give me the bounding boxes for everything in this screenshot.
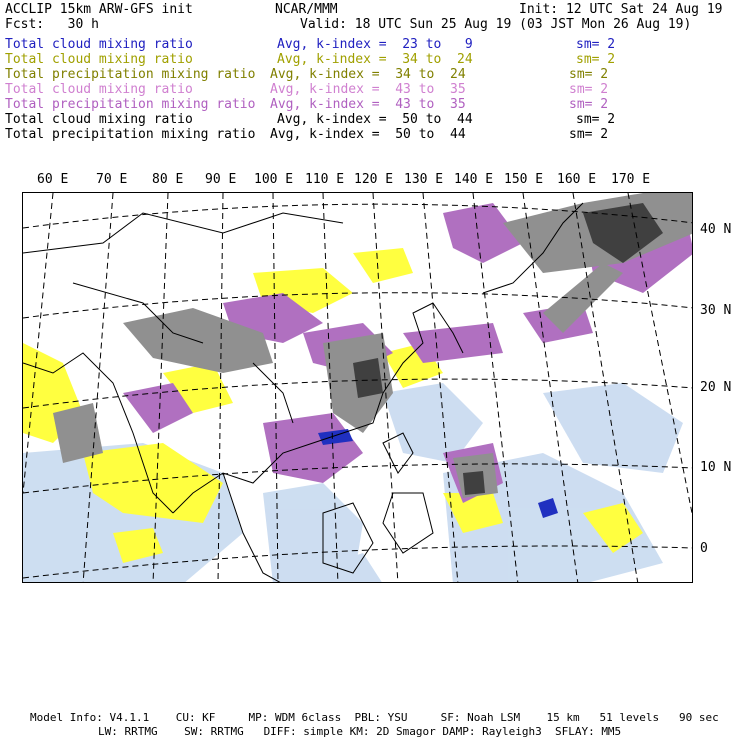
lon-label: 110 E — [305, 172, 345, 187]
lon-label: 130 E — [404, 172, 444, 187]
lon-label: 80 E — [152, 172, 184, 187]
lat-label: 20 N — [700, 380, 732, 395]
valid-time: Valid: 18 UTC Sun 25 Aug 19 (03 JST Mon 26 Aug 19) — [300, 17, 692, 32]
legend-sm: sm= 2 — [576, 112, 616, 127]
legend-avg: Avg, k-index = 23 to 9 — [277, 37, 473, 52]
legend-row — [5, 112, 735, 127]
legend-avg: Avg, k-index = 34 to 24 — [270, 67, 466, 82]
legend-sm: sm= 2 — [569, 67, 609, 82]
legend-row — [5, 127, 735, 142]
lon-label: 150 E — [504, 172, 544, 187]
lon-label: 100 E — [254, 172, 294, 187]
legend-sm: sm= 2 — [569, 97, 609, 112]
legend-row — [5, 82, 735, 97]
lat-label: 0 — [700, 541, 708, 556]
lat-label: 30 N — [700, 303, 732, 318]
lon-label: 120 E — [354, 172, 394, 187]
legend-row — [5, 67, 735, 82]
init-time: Init: 12 UTC Sat 24 Aug 19 — [519, 2, 723, 17]
legend-sm: sm= 2 — [576, 52, 616, 67]
lon-label: 140 E — [454, 172, 494, 187]
legend-field: Total precipitation mixing ratio — [5, 67, 256, 82]
lon-label: 160 E — [557, 172, 597, 187]
legend-field: Total precipitation mixing ratio — [5, 97, 256, 112]
legend-field: Total cloud mixing ratio — [5, 82, 193, 97]
legend-sm: sm= 2 — [569, 82, 609, 97]
map-canvas — [23, 193, 693, 583]
legend-field: Total precipitation mixing ratio — [5, 127, 256, 142]
lon-label: 170 E — [611, 172, 651, 187]
legend-sm: sm= 2 — [576, 37, 616, 52]
legend-row — [5, 52, 735, 67]
legend-avg: Avg, k-index = 34 to 24 — [277, 52, 473, 67]
legend-avg: Avg, k-index = 43 to 35 — [270, 82, 466, 97]
legend-avg: Avg, k-index = 50 to 44 — [277, 112, 473, 127]
center-label: NCAR/MMM — [275, 2, 338, 17]
map-panel — [22, 192, 693, 583]
legend-avg: Avg, k-index = 50 to 44 — [270, 127, 466, 142]
legend-field: Total cloud mixing ratio — [5, 112, 193, 127]
product-title: ACCLIP 15km ARW-GFS init — [5, 2, 193, 17]
legend-field: Total cloud mixing ratio — [5, 52, 193, 67]
model-info-line1: Model Info: V4.1.1 CU: KF MP: WDM 6class PBL: YSU SF: Noah LSM 15 km 51 levels 90 sec — [30, 711, 719, 724]
legend-row — [5, 37, 735, 52]
legend-sm: sm= 2 — [569, 127, 609, 142]
lon-label: 70 E — [96, 172, 128, 187]
lat-label: 10 N — [700, 460, 732, 475]
lat-label: 40 N — [700, 222, 732, 237]
model-info-line2: LW: RRTMG SW: RRTMG DIFF: simple KM: 2D Smagor DAMP: Rayleigh3 SFLAY: MM5 — [98, 725, 622, 738]
legend-field: Total cloud mixing ratio — [5, 37, 193, 52]
lon-label: 60 E — [37, 172, 69, 187]
legend-row — [5, 97, 735, 112]
legend-avg: Avg, k-index = 43 to 35 — [270, 97, 466, 112]
lon-label: 90 E — [205, 172, 237, 187]
forecast-hour: Fcst: 30 h — [5, 17, 99, 32]
